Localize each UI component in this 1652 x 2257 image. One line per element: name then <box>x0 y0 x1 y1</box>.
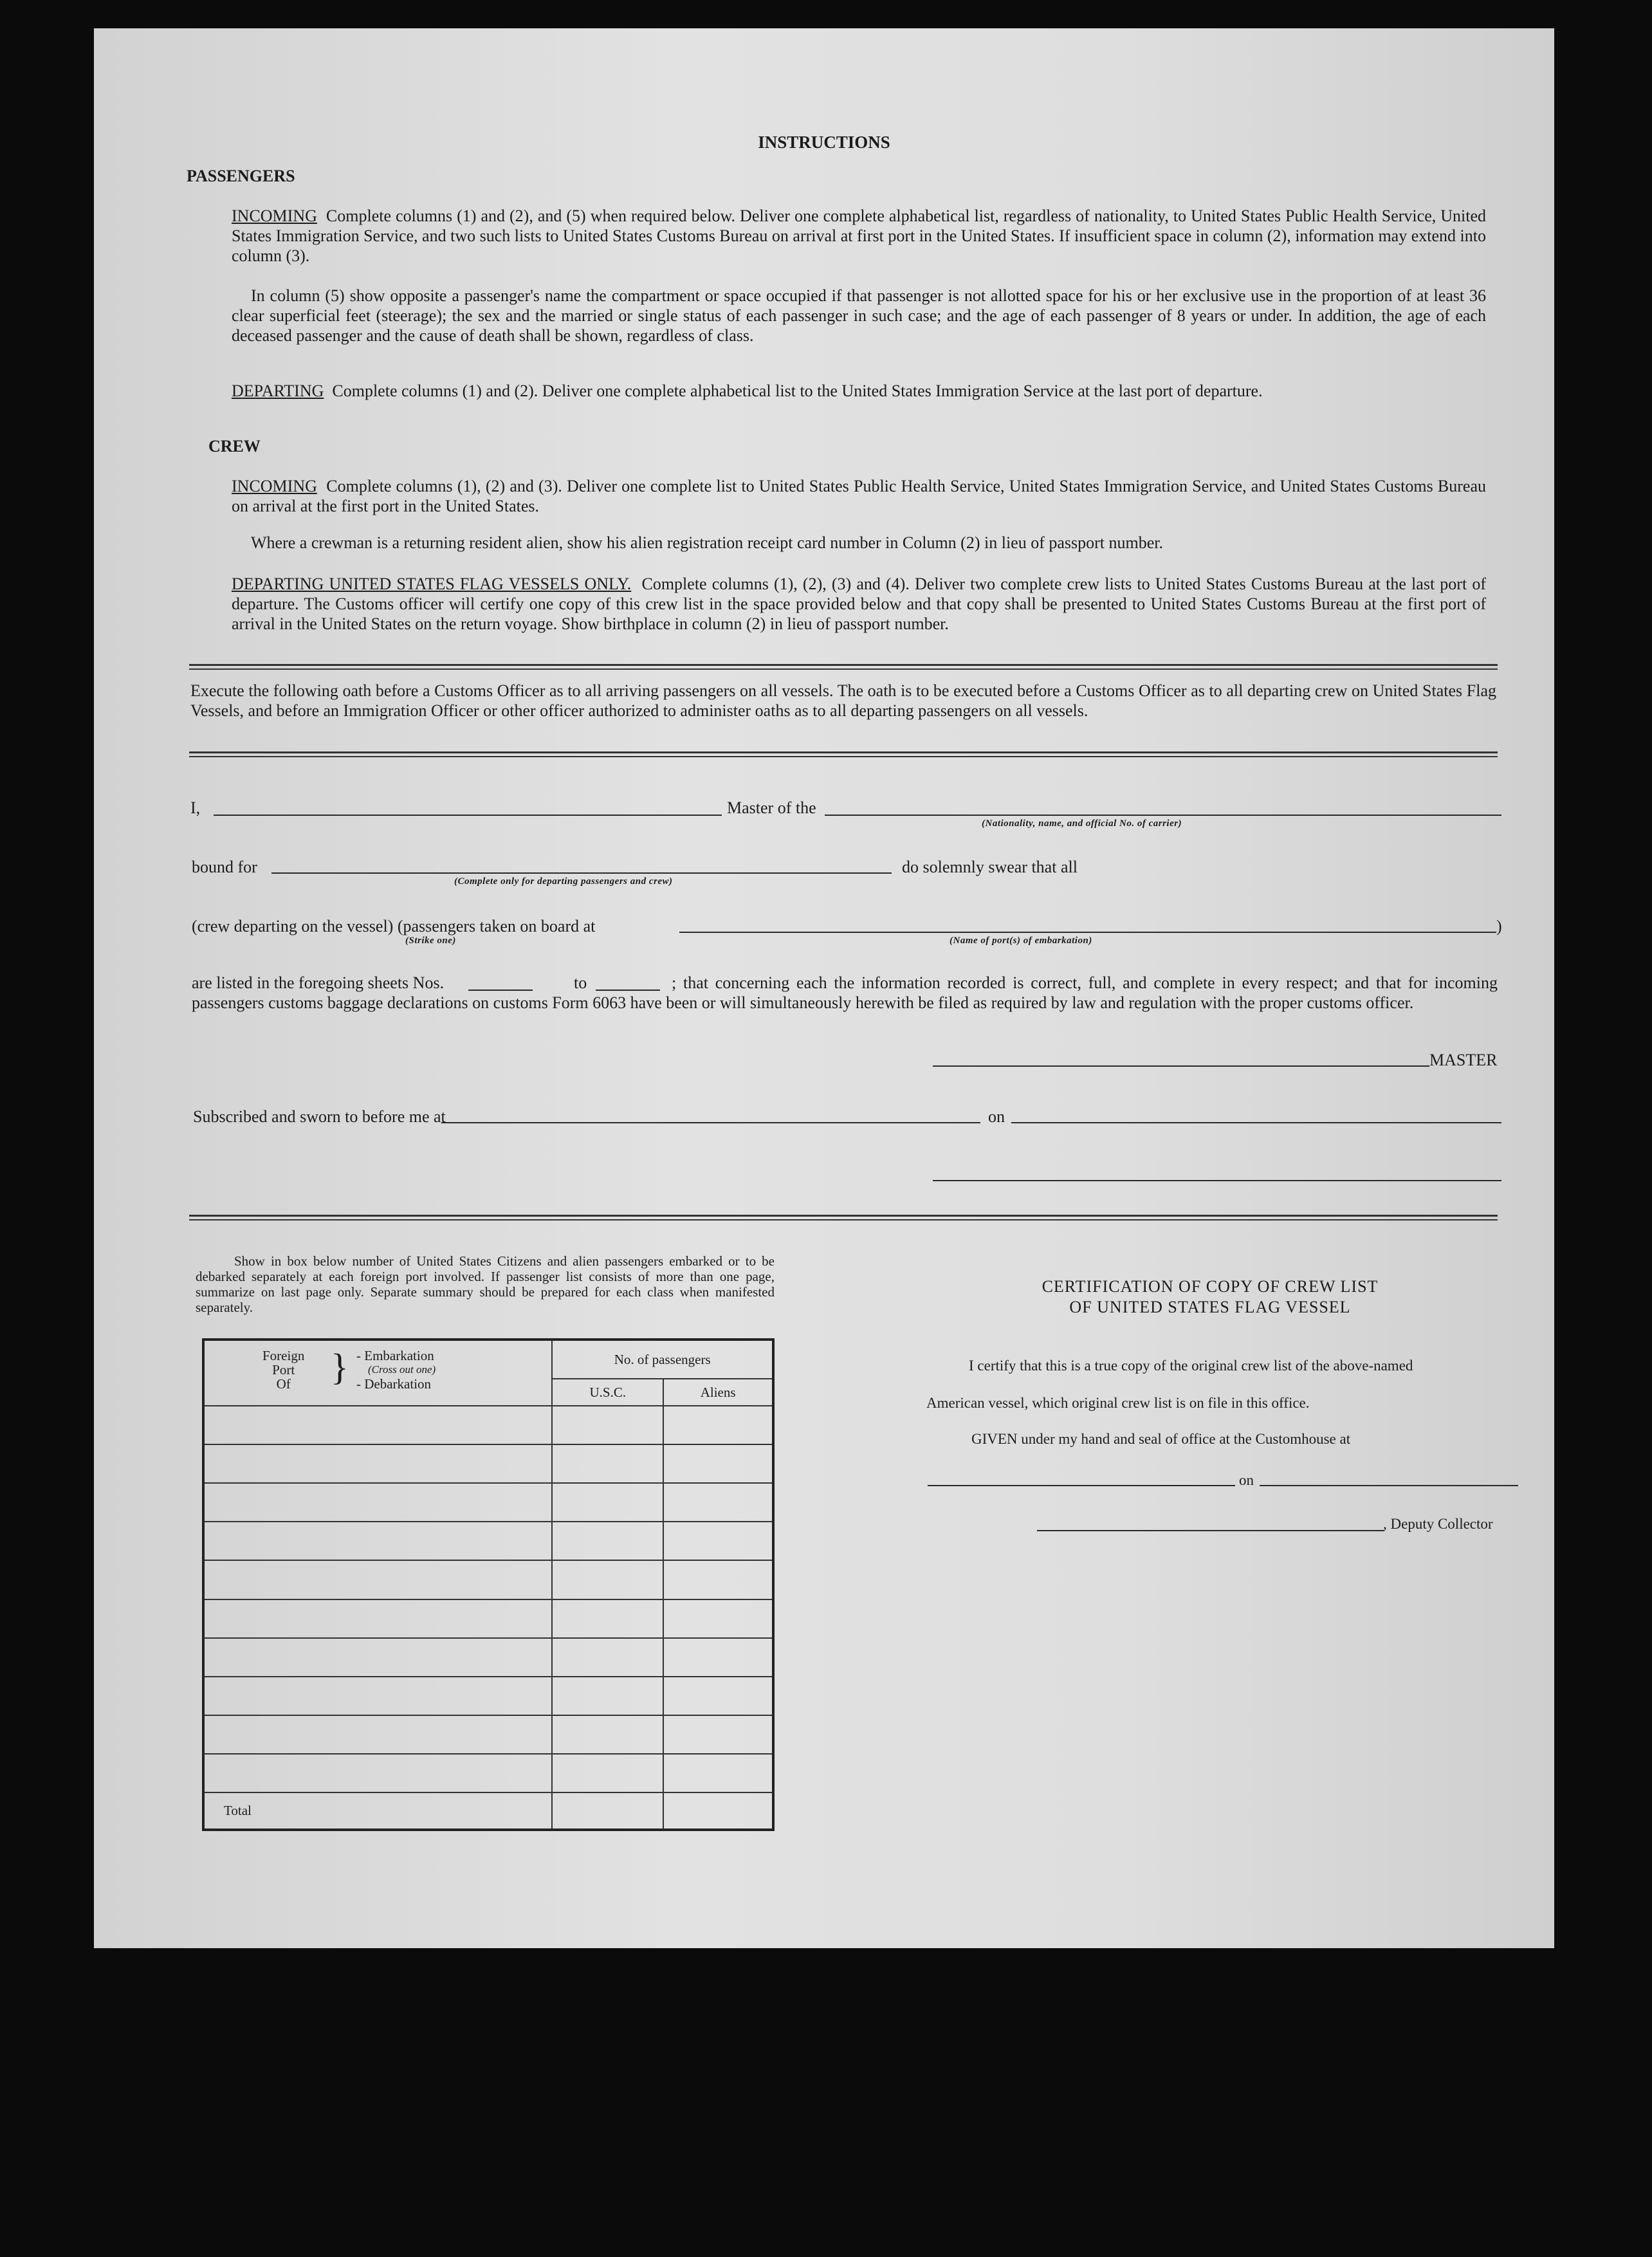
embark-options <box>356 1349 436 1391</box>
passengers-departing-text: Complete columns (1) and (2). Deliver one complete alphabetical list to the United States Immigration Service at the last port of departure. <box>332 382 1263 400</box>
to-label: to <box>574 973 587 992</box>
divider <box>189 664 1498 670</box>
aliens-cell[interactable] <box>663 1483 773 1522</box>
port-cell[interactable] <box>203 1444 552 1483</box>
given-line: GIVEN under my hand and seal of office at the Customhouse at <box>971 1431 1351 1447</box>
aliens-cell[interactable] <box>663 1599 773 1638</box>
aliens-cell[interactable] <box>663 1444 773 1483</box>
cert-on-label: on <box>1239 1472 1254 1488</box>
passengers-departing-paragraph <box>232 381 1486 401</box>
port-row <box>203 1560 773 1599</box>
usc-cell[interactable] <box>552 1483 663 1522</box>
certification-title-1: CERTIFICATION OF COPY OF CREW LIST <box>1042 1277 1379 1296</box>
embarkation-option[interactable]: - Embarkation <box>356 1348 434 1363</box>
ports-embarkation-field[interactable] <box>679 932 1496 933</box>
sworn-place-field[interactable] <box>441 1122 980 1123</box>
usc-cell[interactable] <box>552 1560 663 1599</box>
swear-label: do solemnly swear that all <box>902 858 1078 876</box>
crew-departing-paragraph <box>232 574 1486 634</box>
master-of-the-label: Master of the <box>727 798 816 817</box>
port-cell[interactable] <box>203 1406 552 1444</box>
aliens-cell[interactable] <box>663 1638 773 1677</box>
passengers-departing-label: DEPARTING <box>232 382 324 400</box>
passengers-incoming-label: INCOMING <box>232 207 317 225</box>
debarkation-option[interactable]: - Debarkation <box>356 1376 432 1392</box>
usc-cell[interactable] <box>552 1406 663 1444</box>
usc-cell[interactable] <box>552 1522 663 1560</box>
listed-rest: ; that concerning each the information recorded is correct, full, and complete in every respect; and that for incoming passengers customs baggage declarations on customs Form 6063 have been or will simultaneously herewith be filed as required by law and regulation with the proper customs officer. <box>192 973 1498 1012</box>
port-cell[interactable] <box>203 1560 552 1599</box>
usc-cell[interactable] <box>552 1715 663 1754</box>
port-label <box>262 1349 304 1391</box>
usc-cell[interactable] <box>552 1677 663 1715</box>
port-cell[interactable] <box>203 1599 552 1638</box>
usc-cell[interactable] <box>552 1754 663 1792</box>
total-usc-cell[interactable] <box>552 1792 663 1830</box>
carrier-field[interactable] <box>825 815 1501 816</box>
certification-title-2: OF UNITED STATES FLAG VESSEL <box>1069 1298 1351 1316</box>
cross-out-note: (Cross out one) <box>368 1363 436 1376</box>
close-paren: ) <box>1496 917 1502 935</box>
port-cell[interactable] <box>203 1754 552 1792</box>
crew-resident-paragraph: Where a crewman is a returning resident alien, show his alien registration receipt card number in Column (2) in lieu of passport number. <box>251 533 1164 552</box>
crew-incoming-paragraph <box>232 476 1486 516</box>
deputy-signature-field[interactable] <box>1037 1530 1384 1531</box>
usc-cell[interactable] <box>552 1638 663 1677</box>
port-row <box>203 1444 773 1483</box>
port-cell[interactable] <box>203 1715 552 1754</box>
aliens-header: Aliens <box>663 1379 773 1406</box>
passengers-heading: PASSENGERS <box>187 167 295 185</box>
passengers-incoming-text: Complete columns (1) and (2), and (5) when required below. Deliver one complete alphabetical list, regardless of nationality, to United States Public Health Service, United States Immigration Service, and two such lists to United States Customs Bureau on arrival at first port in the United States. If insufficient space in column (2), information may extend into column (3). <box>232 207 1487 265</box>
aliens-cell[interactable] <box>663 1754 773 1792</box>
port-label-line: Of <box>276 1376 291 1392</box>
crew-heading: CREW <box>208 437 261 456</box>
usc-header: U.S.C. <box>552 1379 663 1406</box>
no-of-passengers-header: No. of passengers <box>552 1340 773 1379</box>
crew-incoming-text: Complete columns (1), (2) and (3). Deliver one complete list to United States Public Health Service, United States Immigration Service, and United States Customs Bureau on arrival at the first port in the United States. <box>232 477 1487 515</box>
master-name-field[interactable] <box>214 815 722 816</box>
form-sheet <box>94 28 1554 1948</box>
cert-date-field[interactable] <box>1260 1485 1518 1486</box>
aliens-cell[interactable] <box>663 1677 773 1715</box>
divider <box>189 751 1498 757</box>
port-row <box>203 1754 773 1792</box>
bound-caption: (Complete only for departing passengers and crew) <box>454 876 673 887</box>
brace: } <box>331 1346 349 1388</box>
oath-i-label: I, <box>190 798 201 817</box>
carrier-caption: (Nationality, name, and official No. of carrier) <box>982 818 1182 829</box>
port-row <box>203 1677 773 1715</box>
oath-intro: Execute the following oath before a Customs Officer as to all arriving passengers on all vessels. The oath is to be executed before a Customs Officer as to all departing crew on United States Flag Vessels, and before an Immigration Officer or other officer authorized to administer oaths as to all departing passengers on all vessels. <box>190 681 1496 720</box>
listed-prefix: are listed in the foregoing sheets Nos. <box>192 973 445 992</box>
aliens-cell[interactable] <box>663 1560 773 1599</box>
officer-signature-field[interactable] <box>933 1180 1501 1181</box>
total-label: Total <box>203 1792 552 1830</box>
port-cell[interactable] <box>203 1483 552 1522</box>
port-row <box>203 1638 773 1677</box>
port-header-cell <box>203 1340 552 1406</box>
crew-incoming-label: INCOMING <box>232 477 317 495</box>
usc-cell[interactable] <box>552 1599 663 1638</box>
page-title: INSTRUCTIONS <box>758 133 890 152</box>
passengers-incoming-paragraph <box>232 206 1486 266</box>
deputy-collector-label: , Deputy Collector <box>1383 1516 1493 1532</box>
bound-for-field[interactable] <box>271 872 892 874</box>
total-row <box>203 1792 773 1830</box>
aliens-cell[interactable] <box>663 1406 773 1444</box>
customhouse-field[interactable] <box>928 1485 1235 1486</box>
master-label: MASTER <box>1429 1051 1498 1069</box>
certify-line-2: American vessel, which original crew list is on file in this office. <box>926 1395 1310 1411</box>
port-row <box>203 1483 773 1522</box>
bound-for-label: bound for <box>192 858 257 876</box>
port-row <box>203 1522 773 1560</box>
subscribed-label: Subscribed and sworn to before me at <box>193 1107 446 1126</box>
divider <box>189 1215 1498 1221</box>
port-row <box>203 1715 773 1754</box>
port-summary-table <box>202 1338 775 1831</box>
port-cell[interactable] <box>203 1638 552 1677</box>
total-aliens-cell[interactable] <box>663 1792 773 1830</box>
usc-cell[interactable] <box>552 1444 663 1483</box>
crew-departing-label: (crew departing on the vessel) (passengers taken on board at <box>192 917 596 935</box>
crew-departing-text: Complete columns (1), (2), (3) and (4). Deliver two complete crew lists to United States Customs Bureau at the last port of departure. The Customs officer will certify one copy of this crew list in the space provided below and that copy shall be presented to United States Customs Bureau at the first port of arrival in the United States on the return voyage. Show birthplace in column (2) in lieu of passport number. <box>232 575 1486 633</box>
certify-line-1: I certify that this is a true copy of the original crew list of the above-named <box>969 1358 1413 1374</box>
sworn-date-field[interactable] <box>1011 1122 1501 1123</box>
port-cell[interactable] <box>203 1677 552 1715</box>
port-label-line: Foreign <box>262 1348 305 1363</box>
port-cell[interactable] <box>203 1522 552 1560</box>
port-row <box>203 1599 773 1638</box>
passengers-column5-paragraph: In column (5) show opposite a passenger's name the compartment or space occupied if that passenger is not allotted space for his or her exclusive use in the proportion of at least 36 clear superficial feet (steerage); the sex and the married or single status of each passenger in such case; and the age of each passenger of 8 years or under. In addition, the age of each deceased passenger and the cause of death shall be shown, regardless of class. <box>232 286 1486 345</box>
aliens-cell[interactable] <box>663 1715 773 1754</box>
ports-caption: (Name of port(s) of embarkation) <box>950 935 1092 946</box>
port-row <box>203 1406 773 1444</box>
port-label-line: Port <box>272 1362 295 1377</box>
master-signature-field[interactable] <box>933 1065 1429 1067</box>
aliens-cell[interactable] <box>663 1522 773 1560</box>
crew-departing-label: DEPARTING UNITED STATES FLAG VESSELS ONLY. <box>232 575 632 593</box>
box-instructions: Show in box below number of United States Citizens and alien passengers embarked or to be debarked separately at each foreign port involved. If passenger list consists of more than one page, summarize on last page only. Separate summary should be prepared for each class when manifested separately. <box>196 1253 775 1315</box>
strike-one-caption: (Strike one) <box>405 935 456 946</box>
on-label: on <box>988 1107 1005 1126</box>
